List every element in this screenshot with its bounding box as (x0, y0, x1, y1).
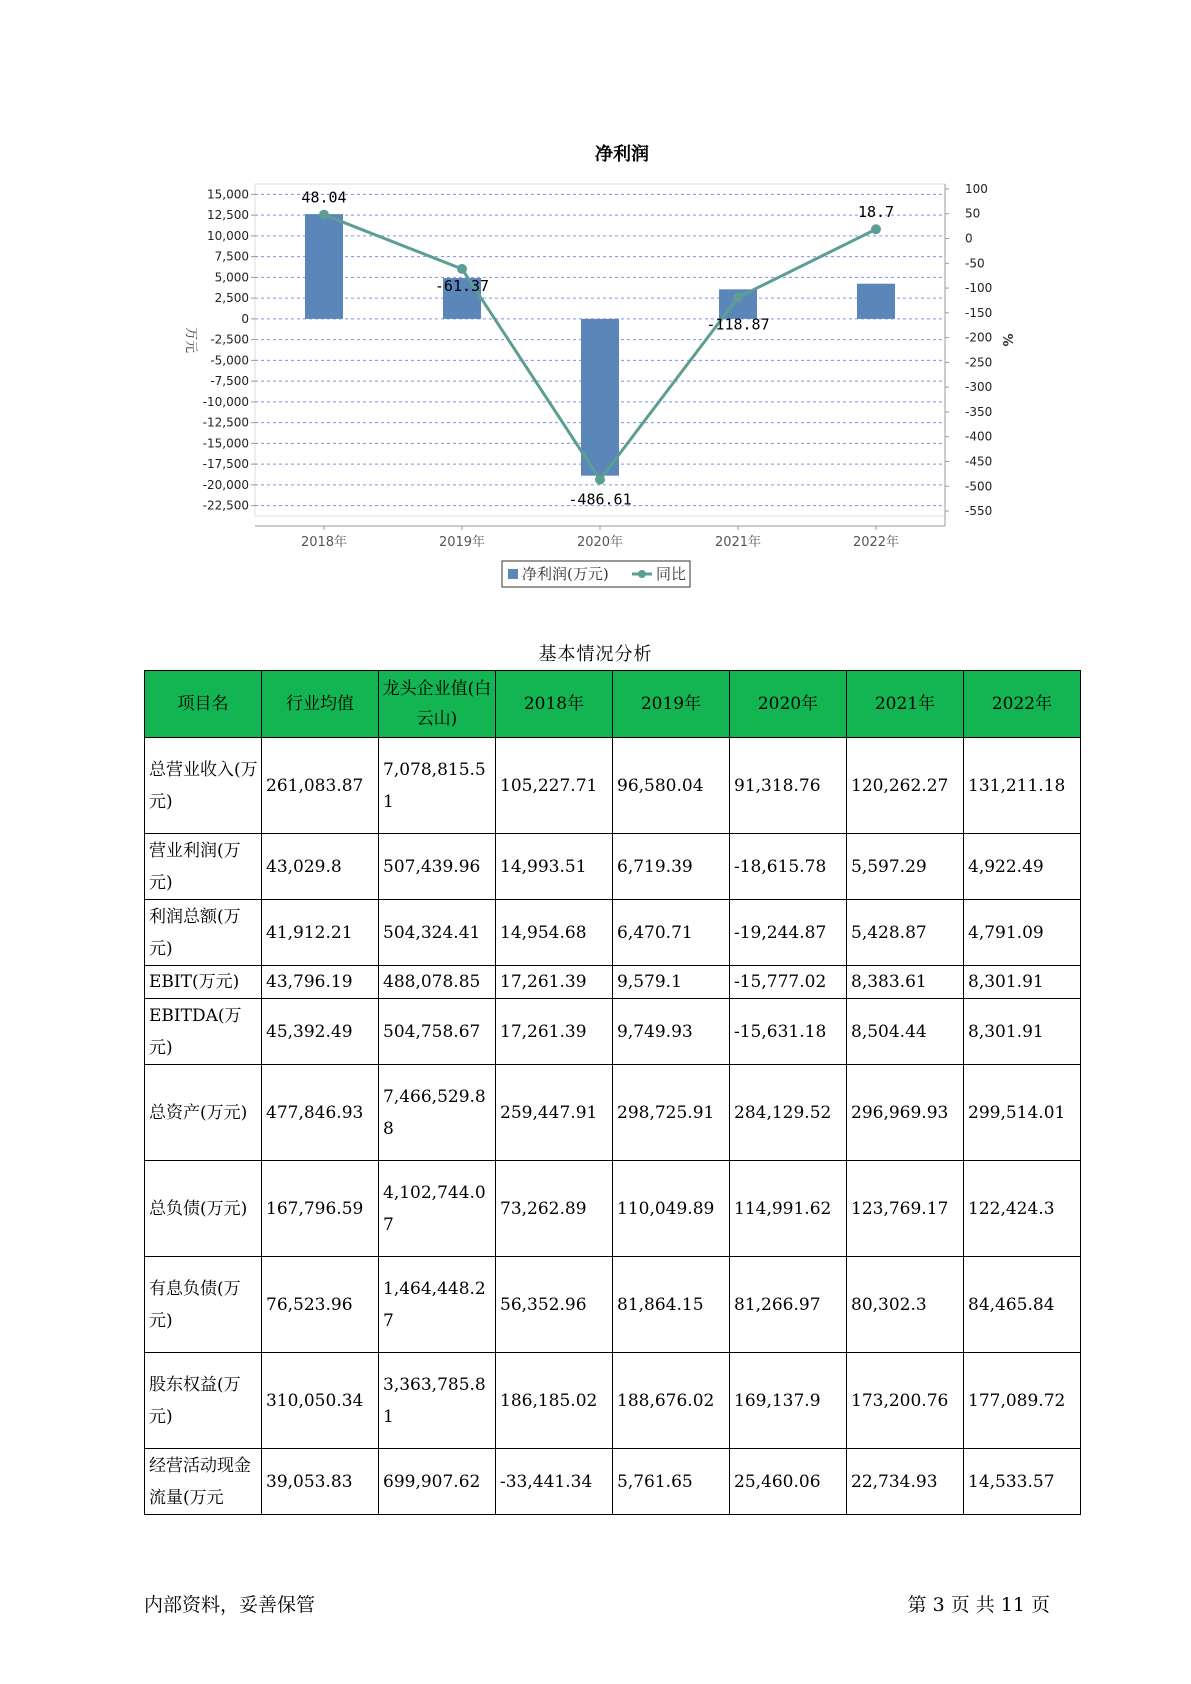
legend-swatch-bar (508, 569, 518, 579)
table-cell: 91,318.76 (730, 738, 847, 834)
yoy-data-label: 18.7 (857, 203, 895, 222)
table-cell: 7,466,529.88 (379, 1065, 496, 1161)
table-header-cell: 行业均值 (262, 671, 379, 738)
bar-net-profit (305, 214, 343, 319)
table-cell: 4,922.49 (964, 834, 1081, 900)
y-tick-label: -12,500 (202, 415, 249, 430)
table-cell: 177,089.72 (964, 1353, 1081, 1449)
table-cell: 261,083.87 (262, 738, 379, 834)
y2-tick-label: -100 (965, 281, 993, 296)
table-cell: 25,460.06 (730, 1449, 847, 1515)
row-label-cell: EBIT(万元) (145, 966, 262, 999)
basic-analysis-table (144, 670, 1081, 1515)
table-cell: 114,991.62 (730, 1161, 847, 1257)
chart-svg (0, 0, 1191, 620)
table-cell: 105,227.71 (496, 738, 613, 834)
table-cell: 110,049.89 (613, 1161, 730, 1257)
legend-swatch-point (638, 570, 646, 578)
table-cell: 96,580.04 (613, 738, 730, 834)
table-cell: 123,769.17 (847, 1161, 964, 1257)
table-cell: 17,261.39 (496, 999, 613, 1065)
table-cell: -15,777.02 (730, 966, 847, 999)
table-cell: 8,383.61 (847, 966, 964, 999)
y-tick-label: 7,500 (214, 249, 249, 264)
x-tick-label: 2019年 (438, 535, 486, 550)
table-cell: 43,796.19 (262, 966, 379, 999)
table-cell: 507,439.96 (379, 834, 496, 900)
table-cell: 4,102,744.07 (379, 1161, 496, 1257)
table-cell: 259,447.91 (496, 1065, 613, 1161)
table-cell: 504,758.67 (379, 999, 496, 1065)
table-row (145, 1065, 1081, 1161)
row-label-cell: 总资产(万元) (145, 1065, 262, 1161)
table-cell: 188,676.02 (613, 1353, 730, 1449)
y2-tick-label: -450 (965, 454, 993, 469)
row-label-cell: 股东权益(万元) (145, 1353, 262, 1449)
table-cell: 310,050.34 (262, 1353, 379, 1449)
table-cell: 8,504.44 (847, 999, 964, 1065)
y-tick-label: 2,500 (214, 291, 249, 306)
y2-tick-label: -400 (965, 429, 993, 444)
table-cell: 45,392.49 (262, 999, 379, 1065)
table-cell: 81,864.15 (613, 1257, 730, 1353)
table-cell: 43,029.8 (262, 834, 379, 900)
y-tick-label: -15,000 (202, 436, 249, 451)
chart-title: 净利润 (595, 144, 649, 165)
table-cell: -15,631.18 (730, 999, 847, 1065)
yoy-data-label: -486.61 (568, 490, 632, 509)
y-tick-label: 12,500 (207, 208, 249, 223)
table-body (145, 738, 1081, 1515)
y2-tick-label: -150 (965, 305, 993, 320)
table-cell: 3,363,785.81 (379, 1353, 496, 1449)
y2-tick-label: -350 (965, 404, 993, 419)
table-row (145, 738, 1081, 834)
table-cell: 7,078,815.51 (379, 738, 496, 834)
table-cell: 5,761.65 (613, 1449, 730, 1515)
table-cell: -18,615.78 (730, 834, 847, 900)
yoy-point (733, 292, 743, 302)
bar-net-profit (581, 319, 619, 476)
table-cell: 5,597.29 (847, 834, 964, 900)
row-label-cell: 总负债(万元) (145, 1161, 262, 1257)
table-cell: 296,969.93 (847, 1065, 964, 1161)
table-cell: 699,907.62 (379, 1449, 496, 1515)
table-cell: 8,301.91 (964, 999, 1081, 1065)
table-cell: 299,514.01 (964, 1065, 1081, 1161)
table-row (145, 1161, 1081, 1257)
table-header-row (145, 671, 1081, 738)
y2-tick-label: -250 (965, 355, 993, 370)
footer-page-number: 第 3 页 共 11 页 (907, 1594, 1050, 1616)
yoy-point (457, 264, 467, 274)
table-cell: 14,993.51 (496, 834, 613, 900)
table-cell: 80,302.3 (847, 1257, 964, 1353)
y-tick-label: 0 (241, 311, 249, 326)
table-cell: 298,725.91 (613, 1065, 730, 1161)
table-cell: 39,053.83 (262, 1449, 379, 1515)
yoy-point (871, 224, 881, 234)
table-cell: 56,352.96 (496, 1257, 613, 1353)
table-cell: 488,078.85 (379, 966, 496, 999)
yoy-point (319, 210, 329, 220)
table-header-cell: 项目名 (145, 671, 262, 738)
y2-tick-label: -200 (965, 330, 993, 345)
y-tick-label: -22,500 (202, 498, 249, 513)
yoy-data-label: 48.04 (301, 188, 347, 207)
table-cell: 173,200.76 (847, 1353, 964, 1449)
table-row (145, 900, 1081, 966)
y2-axis-label: % (999, 333, 1014, 347)
table-cell: 41,912.21 (262, 900, 379, 966)
yoy-data-label: -118.87 (706, 315, 770, 334)
table-row (145, 999, 1081, 1065)
table-cell: 120,262.27 (847, 738, 964, 834)
row-label-cell: 经营活动现金流量(万元 (145, 1449, 262, 1515)
table-cell: 76,523.96 (262, 1257, 379, 1353)
row-label-cell: 有息负债(万元) (145, 1257, 262, 1353)
y-tick-label: -2,500 (210, 332, 249, 347)
legend-label-bar: 净利润(万元) (522, 565, 609, 583)
y2-tick-label: 0 (965, 231, 973, 246)
x-tick-label: 2022年 (852, 535, 900, 550)
y-tick-label: -7,500 (210, 374, 249, 389)
y2-tick-label: -500 (965, 479, 993, 494)
legend-label-line: 同比 (656, 565, 687, 583)
y2-tick-label: 100 (965, 181, 988, 196)
y-tick-label: 5,000 (214, 270, 249, 285)
table-cell: 6,719.39 (613, 834, 730, 900)
y-tick-label: 10,000 (207, 228, 249, 243)
table-cell: 122,424.3 (964, 1161, 1081, 1257)
table-cell: 9,579.1 (613, 966, 730, 999)
table-cell: 22,734.93 (847, 1449, 964, 1515)
table-row (145, 1353, 1081, 1449)
table-title: 基本情况分析 (538, 644, 653, 665)
y2-tick-label: -550 (965, 504, 993, 519)
table-cell: 17,261.39 (496, 966, 613, 999)
table-cell: 84,465.84 (964, 1257, 1081, 1353)
table-cell: 8,301.91 (964, 966, 1081, 999)
table-cell: 73,262.89 (496, 1161, 613, 1257)
table-cell: 186,185.02 (496, 1353, 613, 1449)
y2-tick-label: -300 (965, 380, 993, 395)
table-cell: 4,791.09 (964, 900, 1081, 966)
table-header-cell: 2022年 (964, 671, 1081, 738)
y-tick-label: -20,000 (202, 477, 249, 492)
table-cell: 131,211.18 (964, 738, 1081, 834)
bar-net-profit (857, 284, 895, 319)
table-header-cell: 2021年 (847, 671, 964, 738)
row-label-cell: 利润总额(万元) (145, 900, 262, 966)
yoy-point (595, 475, 605, 485)
table-row (145, 1257, 1081, 1353)
table-cell: 1,464,448.27 (379, 1257, 496, 1353)
table-cell: 5,428.87 (847, 900, 964, 966)
y-tick-label: 15,000 (207, 187, 249, 202)
table-cell: 81,266.97 (730, 1257, 847, 1353)
table-cell: 9,749.93 (613, 999, 730, 1065)
table-header-cell: 2018年 (496, 671, 613, 738)
table-cell: 14,954.68 (496, 900, 613, 966)
table-cell: 167,796.59 (262, 1161, 379, 1257)
table-cell: 14,533.57 (964, 1449, 1081, 1515)
yoy-data-label: -61.37 (434, 276, 490, 295)
table-header-cell: 龙头企业值(白云山) (379, 671, 496, 738)
table-header-cell: 2019年 (613, 671, 730, 738)
y-axis-label: 万元 (183, 326, 198, 354)
table-cell: 6,470.71 (613, 900, 730, 966)
table-cell: -33,441.34 (496, 1449, 613, 1515)
table-cell: 477,846.93 (262, 1065, 379, 1161)
table-cell: 504,324.41 (379, 900, 496, 966)
footer-confidential-note: 内部资料，妥善保管 (144, 1594, 316, 1616)
table-cell: 284,129.52 (730, 1065, 847, 1161)
x-tick-label: 2021年 (714, 535, 762, 550)
row-label-cell: 营业利润(万元) (145, 834, 262, 900)
x-tick-label: 2018年 (300, 535, 348, 550)
net-profit-chart (0, 0, 1191, 620)
y-tick-label: -10,000 (202, 394, 249, 409)
table-cell: 169,137.9 (730, 1353, 847, 1449)
row-label-cell: EBITDA(万元) (145, 999, 262, 1065)
y2-tick-label: -50 (965, 256, 985, 271)
table-row (145, 966, 1081, 999)
x-tick-label: 2020年 (576, 535, 624, 550)
row-label-cell: 总营业收入(万元) (145, 738, 262, 834)
table-row (145, 1449, 1081, 1515)
table-cell: -19,244.87 (730, 900, 847, 966)
y-tick-label: -5,000 (210, 353, 249, 368)
table-row (145, 834, 1081, 900)
table-header-cell: 2020年 (730, 671, 847, 738)
y-tick-label: -17,500 (202, 457, 249, 472)
y2-tick-label: 50 (965, 206, 981, 221)
